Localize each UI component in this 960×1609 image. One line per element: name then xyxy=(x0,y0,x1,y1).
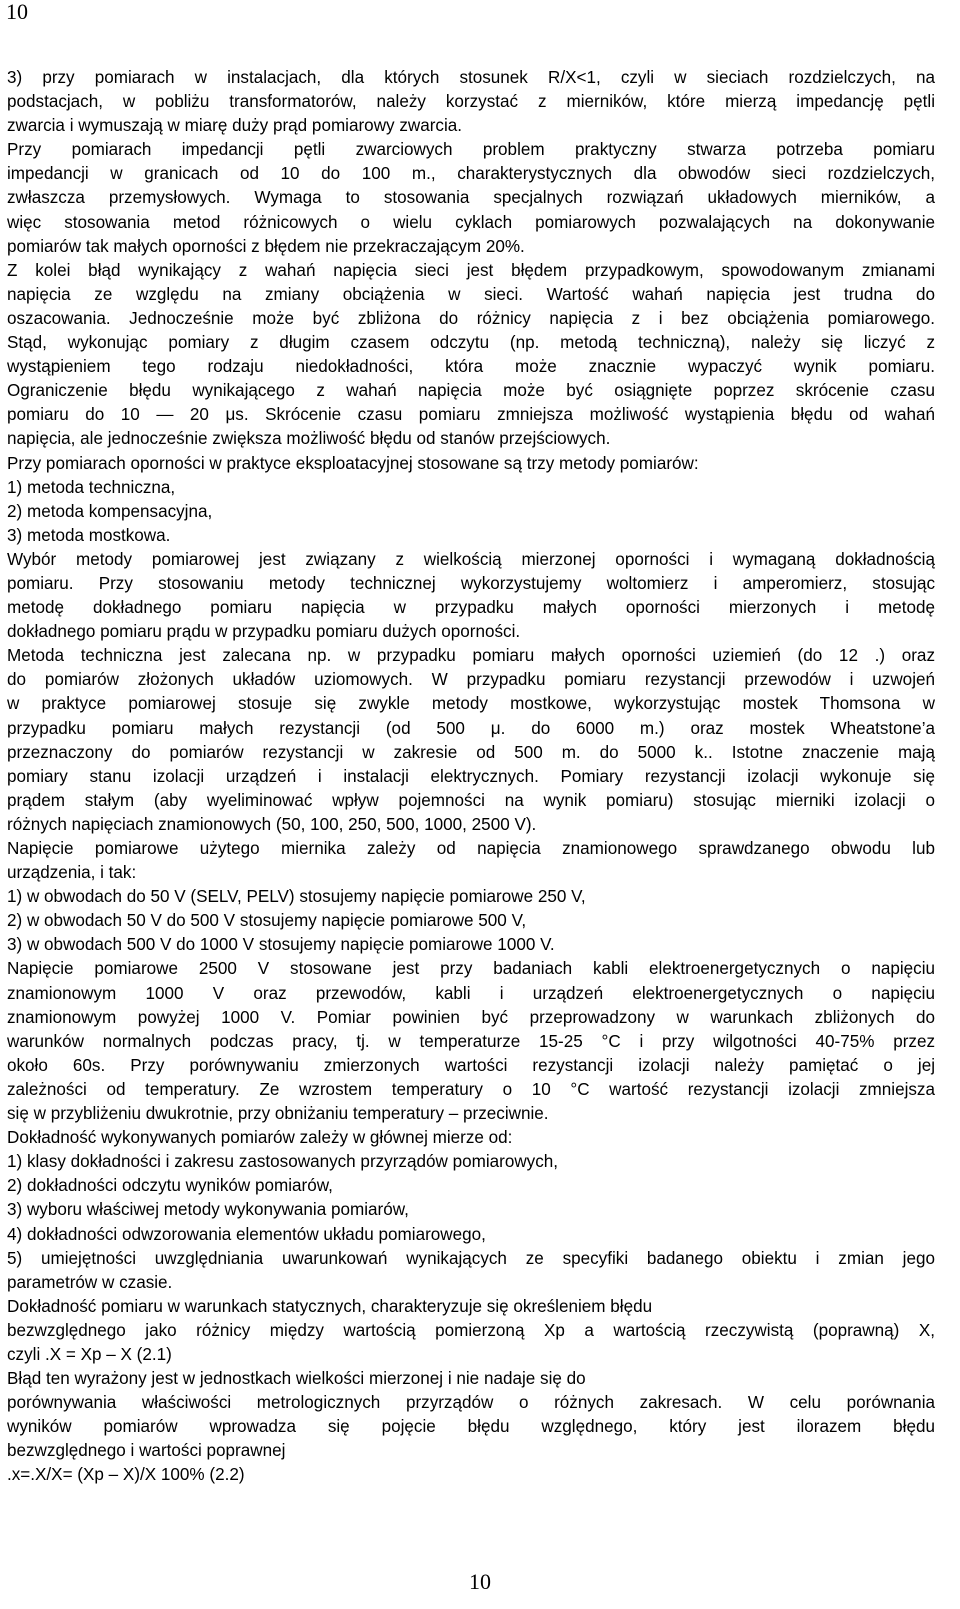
text-line: pomiary stanu izolacji urządzeń i instalacji elektrycznych. Pomiary rezystancji izolacji wykonuje się xyxy=(7,766,935,786)
text-line: znamionowym powyżej 1000 V. Pomiar powinien być przeprowadzony w warunkach zbliżonych do xyxy=(7,1007,935,1027)
text-line: Dokładność pomiaru w warunkach statycznych, charakteryzuje się określeniem błędu xyxy=(7,1296,653,1316)
text-line: pomiarów tak małych oporności z błędem nie przekraczającym 20%. xyxy=(7,236,525,256)
text-line: 3) w obwodach 500 V do 1000 V stosujemy napięcie pomiarowe 1000 V. xyxy=(7,935,555,955)
text-line: zwłaszcza przemysłowych. Wymaga to stosowania specjalnych rozwiązań układowych mierników, a xyxy=(7,188,935,208)
text-line: 3) przy pomiarach w instalacjach, dla których stosunek R/X<1, czyli w sieciach rozdzielczych, na xyxy=(7,68,935,87)
text-line: pomiaru do 10 — 20 μs. Skrócenie czasu pomiaru zmniejsza możliwość wystąpienia błędu od wahań xyxy=(7,405,935,425)
text-line: podstacjach, w pobliżu transformatorów, należy korzystać z mierników, które mierzą impedancję pętli xyxy=(7,92,935,112)
text-line: 5) umiejętności uwzględniania uwarunkowań wynikających ze specyfiki badanego obiektu i zmian jego xyxy=(7,1248,935,1268)
text-line: się w przybliżeniu dwukrotnie, przy obniżaniu temperatury – przeciwnie. xyxy=(7,1104,549,1124)
page-number-bottom: 10 xyxy=(469,1569,491,1594)
text-line: 1) w obwodach do 50 V (SELV, PELV) stosujemy napięcie pomiarowe 250 V, xyxy=(7,887,586,907)
page-number-top: 10 xyxy=(6,0,28,24)
text-line: Metoda techniczna jest zalecana np. w przypadku pomiaru małych oporności uziemień (do 12 .) oraz xyxy=(7,646,935,666)
text-line: Dokładność wykonywanych pomiarów zależy w głównej mierze od: xyxy=(7,1128,513,1148)
text-line: porównywania właściwości metrologicznych przyrządów o różnych zakresach. W celu porównania xyxy=(7,1393,935,1413)
text-line: w praktyce pomiarowej stosuje się zwykle metody mostkowe, wykorzystując mostek Thomsona w xyxy=(7,694,935,714)
text-line: wystąpieniem tego rodzaju niedokładności, która może znacznie wypaczyć wynik pomiaru. xyxy=(7,357,935,377)
text-line: 3) metoda mostkowa. xyxy=(7,525,171,545)
text-line: oszacowania. Jednocześnie może być zbliżona do różnicy napięcia z i bez obciążenia pomiarowego. xyxy=(7,308,935,328)
text-line: 2) dokładności odczytu wyników pomiarów, xyxy=(7,1176,333,1196)
text-line: zależności od temperatury. Ze wzrostem temperatury o 10 °C wartość rezystancji izolacji zmniejsza xyxy=(7,1079,935,1099)
text-line: pomiaru. Przy stosowaniu metody technicznej wykorzystujemy woltomierz i amperomierz, stosując xyxy=(7,573,935,593)
text-line: około 60s. Przy porównywaniu zmierzonych wartości rezystancji izolacji należy pamiętać o jej xyxy=(7,1055,935,1075)
text-line: bezwzględnego i wartości poprawnej xyxy=(7,1441,286,1461)
text-line: 3) wyboru właściwej metody wykonywania pomiarów, xyxy=(7,1200,409,1220)
text-line: różnych napięciach znamionowych (50, 100, 250, 500, 1000, 2500 V). xyxy=(7,814,537,834)
text-line: Wybór metody pomiarowej jest związany z wielkością mierzonej oporności i wymaganą dokładnością xyxy=(7,549,935,569)
text-line: zwarcia i wymuszają w miarę duży prąd pomiarowy zwarcia. xyxy=(7,116,463,136)
text-line: warunków normalnych podczas pracy, tj. w temperaturze 15-25 °C i przy wilgotności 40-75% przez xyxy=(7,1031,935,1051)
text-line: Stąd, wykonując pomiary z długim czasem odczytu (np. metodą techniczną), należy się liczyć z xyxy=(7,333,935,353)
text-line: przypadku pomiaru małych rezystancji (od 500 μ. do 6000 m.) oraz mostek Wheatstone’a xyxy=(7,718,935,738)
text-line: napięcia ze względu na zmiany obciążenia w sieci. Wartość wahań napięcia jest trudna do xyxy=(7,284,935,304)
text-line: 2) w obwodach 50 V do 500 V stosujemy napięcie pomiarowe 500 V, xyxy=(7,911,527,931)
document-body xyxy=(7,66,935,1488)
text-line: Przy pomiarach oporności w praktyce eksploatacyjnej stosowane są trzy metody pomiarów: xyxy=(7,453,699,473)
text-line: prądem stałym (aby wyeliminować wpływ pojemności na wynik pomiaru) stosując mierniki izolacji o xyxy=(7,790,935,810)
text-line: więc stosowania metod różnicowych o wielu cyklach pomiarowych pozwalających na dokonywanie xyxy=(7,212,935,232)
text-line: do pomiarów złożonych układów uziomowych. W przypadku pomiaru rezystancji przewodów i uzwojeń xyxy=(7,670,935,690)
text-line: przeznaczony do pomiarów rezystancji w zakresie od 500 m. do 5000 k.. Istotne znaczenie mają xyxy=(7,742,935,762)
text-line: impedancji w granicach od 10 do 100 m., charakterystycznych dla obwodów sieci rozdzielczych, xyxy=(7,164,935,184)
text-line: .x=.X/X= (Xp – X)/X 100% (2.2) xyxy=(7,1465,245,1485)
text-line: Napięcie pomiarowe użytego miernika zależy od napięcia znamionowego sprawdzanego obwodu lub xyxy=(7,839,935,858)
text-line: dokładnego pomiaru prądu w przypadku pomiaru dużych oporności. xyxy=(7,622,521,642)
text-line: napięcia, ale jednocześnie zwiększa możliwość błędu od stanów przejściowych. xyxy=(7,429,611,449)
text-line: Przy pomiarach impedancji pętli zwarciowych problem praktyczny stwarza potrzeba pomiaru xyxy=(7,140,935,160)
text-line: bezwzględnego jako różnicy między wartością pomierzoną Xp a wartością rzeczywistą (poprawną) X, xyxy=(7,1320,935,1340)
text-line: 4) dokładności odwzorowania elementów układu pomiarowego, xyxy=(7,1224,486,1244)
text-line: Błąd ten wyrażony jest w jednostkach wielkości mierzonej i nie nadaje się do xyxy=(7,1369,586,1389)
text-line: 1) klasy dokładności i zakresu zastosowanych przyrządów pomiarowych, xyxy=(7,1152,559,1172)
text-line: 1) metoda techniczna, xyxy=(7,477,176,497)
text-line: znamionowym 1000 V oraz przewodów, kabli i urządzeń elektroenergetycznych o napięciu xyxy=(7,983,935,1003)
text-line: Napięcie pomiarowe 2500 V stosowane jest przy badaniach kabli elektroenergetycznych o napięciu xyxy=(7,959,935,979)
text-line: czyli .X = Xp – X (2.1) xyxy=(7,1344,172,1364)
text-line: 2) metoda kompensacyjna, xyxy=(7,501,213,521)
text-line: Z kolei błąd wynikający z wahań napięcia sieci jest błędem przypadkowym, spowodowanym zmianami xyxy=(7,260,935,280)
text-line: parametrów w czasie. xyxy=(7,1272,173,1292)
text-line: urządzenia, i tak: xyxy=(7,863,137,883)
text-line: metodę dokładnego pomiaru napięcia w przypadku małych oporności mierzonych i metodę xyxy=(7,598,935,618)
text-line: Ograniczenie błędu wynikającego z wahań napięcia może być osiągnięte poprzez skrócenie czasu xyxy=(7,381,935,401)
text-line: wyników pomiarów wprowadza się pojęcie błędu względnego, który jest ilorazem błędu xyxy=(7,1417,935,1437)
